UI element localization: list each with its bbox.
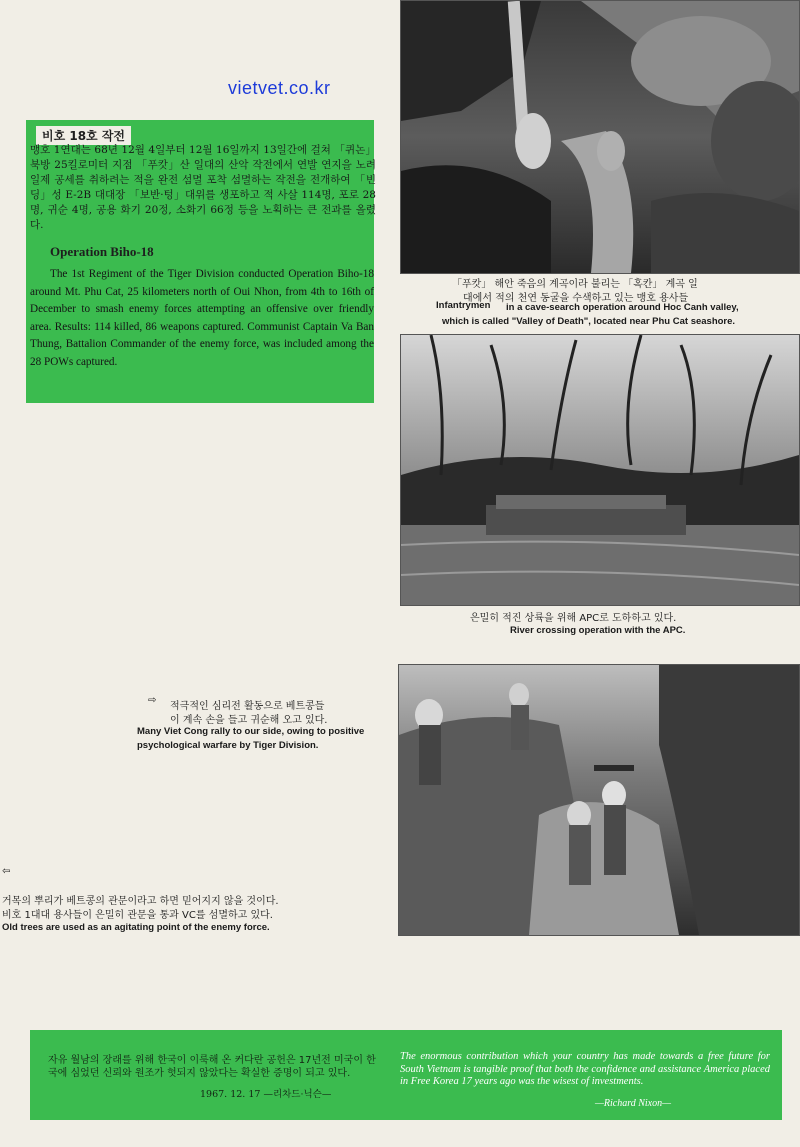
cave-caption-ko-2: 대에서 적의 천연 동굴을 수색하고 있는 맹호 용사들 xyxy=(463,293,689,304)
korean-body: 맹호 1연대는 68년 12월 4일부터 12월 16일까지 13일간에 걸쳐 「퀴논」북방 25킬로미터 지점 「푸캇」산 일대의 산악 작전에서 연발 연지을 노려 일제 공세를 취하려는 적을 완전 섬멸 포착 섬멸하는 작전을 전개하여 「빈딩」성 E-2B 대대장 「보반·텅」대위를 생포하고 적 사살 114명, 포로 28명, 귀순 4명, 공용 화기 20정, 소화기 66정 등을 노획하는 큰 전과를 올렸다. xyxy=(30,144,376,231)
rally-photo xyxy=(398,664,800,936)
english-title: Operation Biho-18 xyxy=(50,244,154,259)
rally-caption-ko-1: 적극적인 심리전 활동으로 베트콩들 xyxy=(170,701,325,712)
river-photo xyxy=(400,334,800,606)
quote-korean: 자유 월남의 장래를 위해 한국이 이룩해 온 커다란 공헌은 17년전 미국이 한국에 심었던 신뢰와 원조가 헛되지 않았다는 확실한 증명이 되고 있다. xyxy=(48,1055,376,1079)
cave-caption-en-1: in a cave-search operation around Hoc Canh valley, xyxy=(506,302,739,313)
rally-caption-ko-2: 이 계속 손을 들고 귀순해 오고 있다. xyxy=(170,715,328,726)
quote-signature: —Richard Nixon— xyxy=(595,1098,672,1109)
cave-caption-en-lead: Infantrymen xyxy=(436,300,491,311)
trees-caption-ko-2: 비호 1대대 용사들이 은밀히 관문을 통과 VC를 섬멸하고 있다. xyxy=(2,910,273,921)
watermark-url: vietvet.co.kr xyxy=(228,78,331,98)
river-caption-en: River crossing operation with the APC. xyxy=(510,625,686,636)
quote-date: 1967. 12. 17 —리차드·닉슨— xyxy=(200,1089,332,1100)
english-body: The 1st Regiment of the Tiger Division conducted Operation Biho-18 around Mt. Phu Cat, 25 kilometers north of Oui Nhon, from 4th to 16th of December to smash enemy forces attempting an offensive over friendly area. Results: 114 killed, 86 weapons captured. Communist Captain Va Ban Thung, Battalion Commander of the enemy force, was included among the 28 POWs captured. xyxy=(30,268,374,368)
cave-caption-ko-1: 「푸캇」 해안 죽음의 계곡이라 불리는 「혹칸」 계곡 일 xyxy=(452,279,698,290)
cave-caption-en-2: which is called "Valley of Death", located near Phu Cat seashore. xyxy=(442,316,736,327)
trees-caption-en: Old trees are used as an agitating point of the enemy force. xyxy=(2,922,270,933)
trees-arrow: ⇦ xyxy=(2,866,11,877)
trees-caption-ko-1: 거목의 뿌리가 베트콩의 관문이라고 하면 믿어지지 않을 것이다. xyxy=(2,896,279,907)
rally-caption-en-2: psychological warfare by Tiger Division. xyxy=(137,740,319,751)
rally-arrow: ⇨ xyxy=(148,695,157,706)
river-caption-ko: 은밀히 적진 상륙을 위해 APC로 도하하고 있다. xyxy=(470,613,677,624)
korean-title: 비호 18호 작전 xyxy=(36,126,131,145)
rally-caption-en-1: Many Viet Cong rally to our side, owing to positive xyxy=(137,726,365,737)
cave-photo xyxy=(400,0,800,274)
quote-english: The enormous contribution which your country has made towards a free future for South Vietnam is tangible proof that both the confidence and assistance America placed in Free Korea 17 years ago was the wisest of investments. xyxy=(400,1051,770,1087)
